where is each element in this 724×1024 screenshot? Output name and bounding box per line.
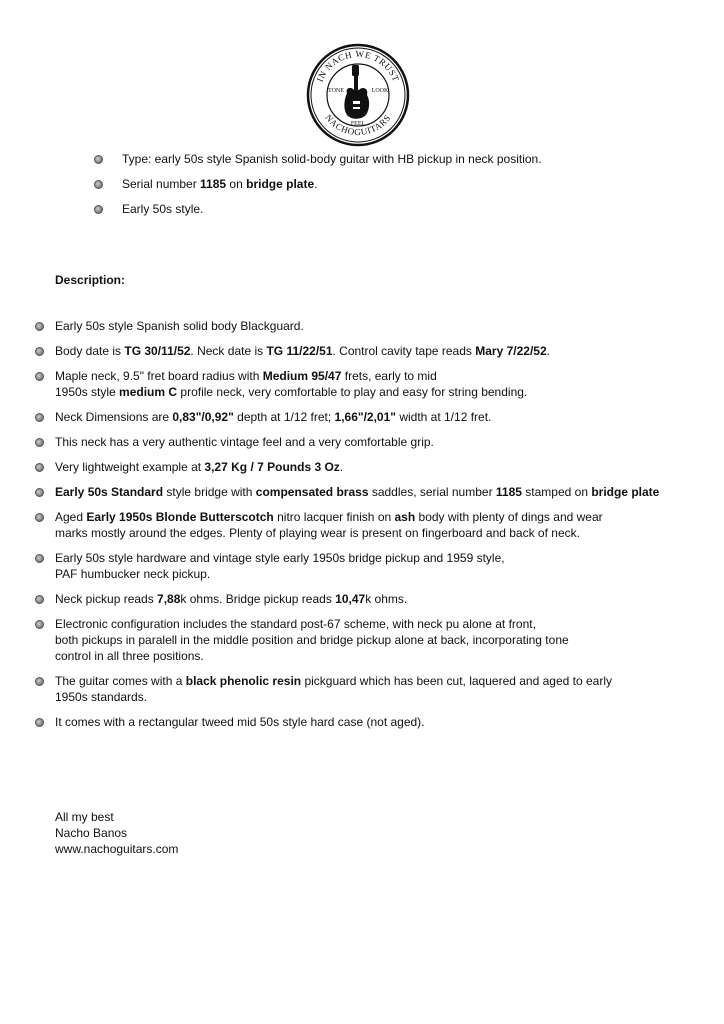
text: frets, early to mid xyxy=(341,369,437,383)
text: Early 50s style. xyxy=(122,202,204,216)
bold-text: bridge plate xyxy=(591,485,660,499)
bold-text: 10,47 xyxy=(335,592,366,606)
text: k ohms. xyxy=(365,592,408,606)
bold-text: 1,66"/2,01" xyxy=(334,410,396,424)
bold-text: bridge plate xyxy=(246,177,315,191)
bold-text: 1185 xyxy=(495,485,522,499)
list-item xyxy=(55,616,705,664)
bullet-icon xyxy=(35,554,44,563)
text: . xyxy=(339,460,344,474)
list-item xyxy=(55,673,705,705)
bullet-icon xyxy=(94,205,103,214)
text: Serial number xyxy=(122,177,201,191)
bold-text: Early 1950s Blonde Butterscotch xyxy=(86,510,274,524)
list-item xyxy=(55,434,705,450)
text: pickguard which has been cut, laquered and aged to early xyxy=(301,674,612,688)
text: . Control cavity tape reads xyxy=(332,344,476,358)
bullet-icon xyxy=(35,513,44,522)
list-item xyxy=(55,409,705,425)
bullet-icon xyxy=(35,438,44,447)
bold-text: ash xyxy=(394,510,416,524)
list-item xyxy=(55,484,705,500)
text: Neck Dimensions are xyxy=(55,410,173,424)
list-item xyxy=(55,550,705,582)
text: Type: early 50s style Spanish solid-body guitar with HB pickup in neck position. xyxy=(122,152,542,166)
text: control in all three positions. xyxy=(55,649,204,663)
bullet-icon xyxy=(35,463,44,472)
list-item xyxy=(122,201,682,226)
text: Body date is xyxy=(55,344,125,358)
logo-bottom-text: FEEL xyxy=(350,121,366,127)
bold-text: black phenolic resin xyxy=(185,674,302,688)
text: style bridge with xyxy=(163,485,256,499)
list-item xyxy=(55,591,705,607)
signature-closing: All my best xyxy=(55,810,114,824)
text: . xyxy=(546,344,550,358)
bold-text: 0,83"/0,92" xyxy=(172,410,234,424)
text: nitro lacquer finish on xyxy=(273,510,395,524)
text: Early 50s style hardware and vintage style early 1950s bridge pickup and 1959 style, xyxy=(55,551,505,565)
text: Aged xyxy=(55,510,87,524)
text: Electronic configuration includes the standard post-67 scheme, with neck pu alone at front, xyxy=(55,617,536,631)
text: 1950s style xyxy=(55,385,120,399)
bullet-icon xyxy=(94,155,103,164)
logo-bottom-arc-text: NACHOGUITARS xyxy=(323,112,393,138)
bold-text: 1185 xyxy=(200,177,227,191)
text: This neck has a very authentic vintage feel and a very comfortable grip. xyxy=(55,435,434,449)
bold-text: TG 11/22/51 xyxy=(266,344,333,358)
text: saddles, serial number xyxy=(368,485,496,499)
bullet-icon xyxy=(35,413,44,422)
bullet-icon xyxy=(94,180,103,189)
text: Maple neck, 9.5" fret board radius with xyxy=(55,369,263,383)
text: PAF humbucker neck pickup. xyxy=(55,567,211,581)
signature-block xyxy=(55,809,178,857)
list-item xyxy=(55,368,705,400)
logo-right-text: LOOK xyxy=(371,88,389,94)
bold-text: Early 50s Standard xyxy=(55,485,164,499)
text: stamped on xyxy=(521,485,592,499)
list-item xyxy=(55,509,705,541)
text: . Neck date is xyxy=(190,344,267,358)
logo-top-arc-text: IN NACH WE TRUST xyxy=(314,48,402,84)
text: both pickups in paralell in the middle position and bridge pickup alone at back, incorporating tone xyxy=(55,633,569,647)
list-item xyxy=(122,176,682,201)
bold-text: Mary 7/22/52 xyxy=(475,344,547,358)
bullet-icon xyxy=(35,322,44,331)
signature-website: www.nachoguitars.com xyxy=(55,842,179,856)
list-item xyxy=(122,151,682,176)
logo-seal xyxy=(306,43,410,147)
bullet-icon xyxy=(35,677,44,686)
list-item xyxy=(55,318,705,334)
text: k ohms. Bridge pickup reads xyxy=(180,592,336,606)
text: . xyxy=(314,177,318,191)
bullet-icon xyxy=(35,595,44,604)
bullet-icon xyxy=(35,372,44,381)
text: width at 1/12 fret. xyxy=(395,410,492,424)
text: It comes with a rectangular tweed mid 50s style hard case (not aged). xyxy=(55,715,425,729)
bullet-icon xyxy=(35,620,44,629)
signature-name: Nacho Banos xyxy=(55,826,128,840)
text: body with plenty of dings and wear xyxy=(415,510,603,524)
text: 1950s standards. xyxy=(55,690,148,704)
text: Neck pickup reads xyxy=(55,592,158,606)
guitar-icon xyxy=(344,65,369,119)
list-item xyxy=(55,343,705,359)
bold-text: TG 30/11/52 xyxy=(124,344,191,358)
text: The guitar comes with a xyxy=(55,674,186,688)
description-heading: Description: xyxy=(55,273,126,287)
summary-list xyxy=(122,151,682,226)
list-item xyxy=(55,459,705,475)
text: marks mostly around the edges. Plenty of playing wear is present on fingerboard and back of neck. xyxy=(55,526,580,540)
text: profile neck, very comfortable to play and easy for string bending. xyxy=(177,385,528,399)
bold-text: compensated brass xyxy=(255,485,369,499)
bold-text: 3,27 Kg / 7 Pounds 3 Oz xyxy=(204,460,340,474)
description-list xyxy=(55,318,705,739)
text: Very lightweight example at xyxy=(55,460,205,474)
nachoguitars-logo xyxy=(306,43,410,147)
bullet-icon xyxy=(35,347,44,356)
text: Early 50s style Spanish solid body Blackguard. xyxy=(55,319,304,333)
bold-text: 7,88 xyxy=(157,592,181,606)
bold-text: Medium 95/47 xyxy=(262,369,342,383)
logo-left-text: TONE xyxy=(328,88,344,94)
bullet-icon xyxy=(35,718,44,727)
text: on xyxy=(226,177,247,191)
bullet-icon xyxy=(35,488,44,497)
text: depth at 1/12 fret; xyxy=(233,410,335,424)
list-item xyxy=(55,714,705,730)
bold-text: medium C xyxy=(119,385,178,399)
